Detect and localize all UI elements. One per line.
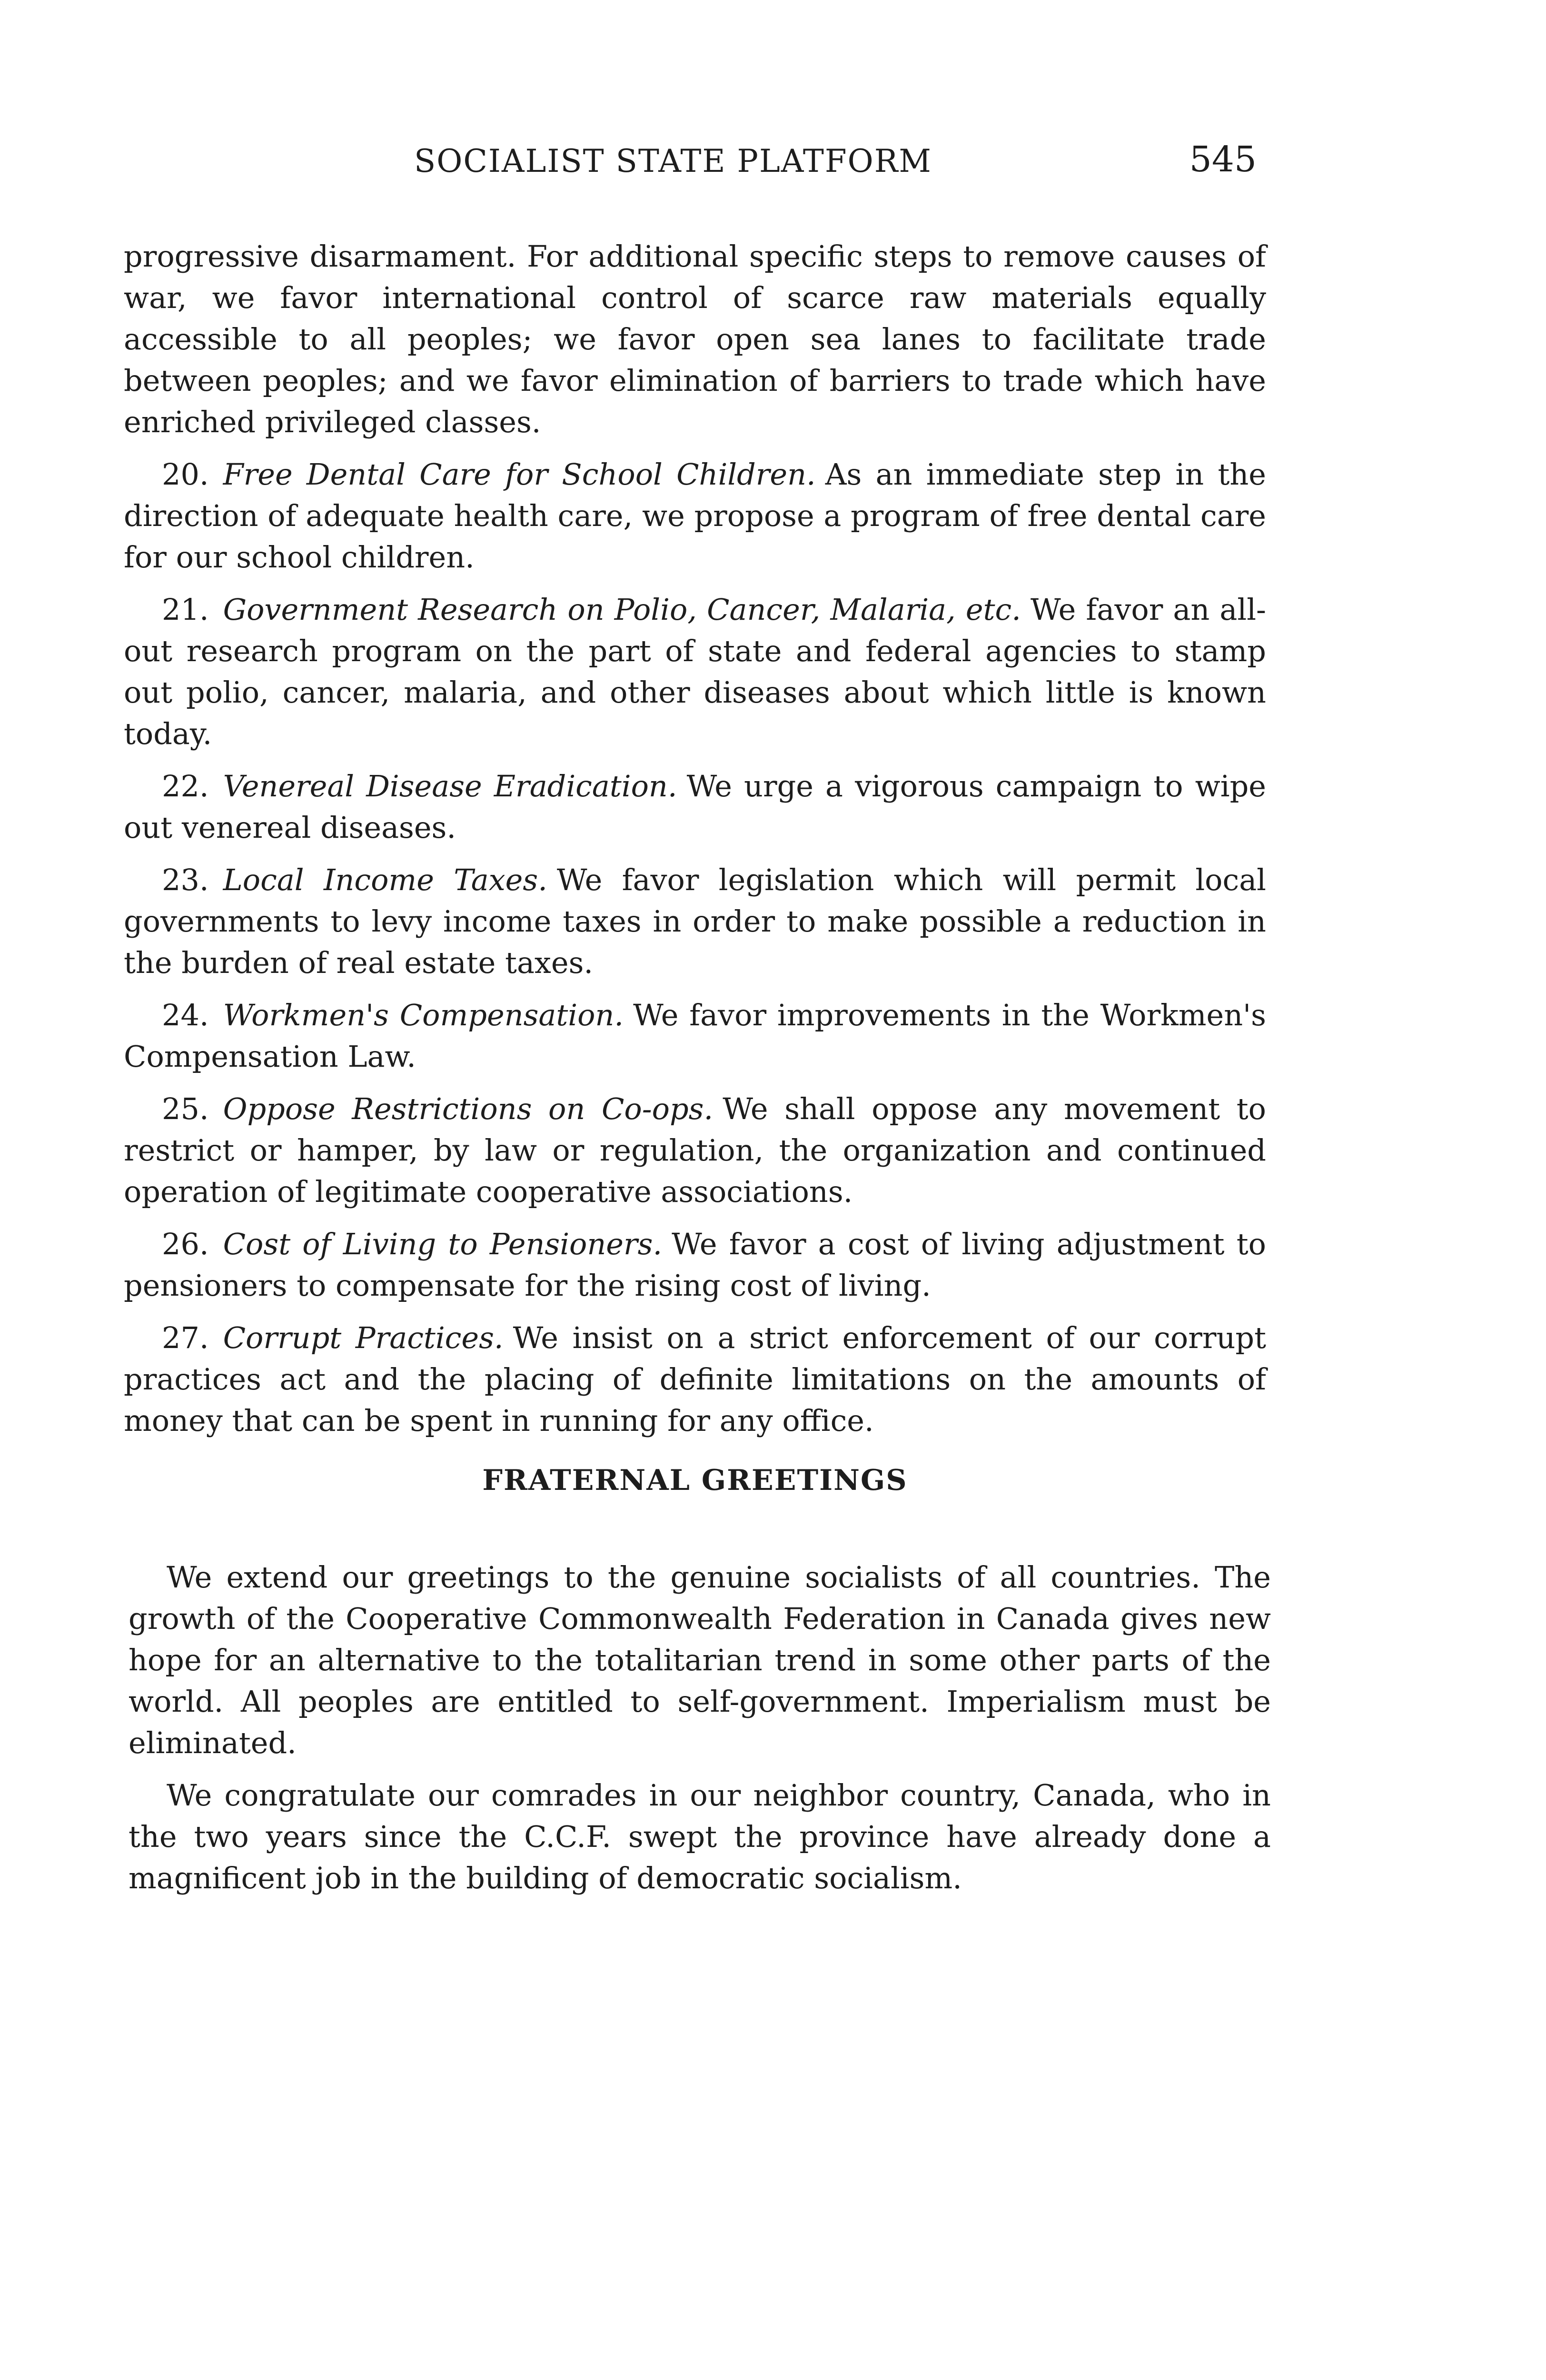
continued-paragraph: progressive disarmament. For additional specific steps to remove causes of war, we favor international control of scarce raw materials equally accessible to all peoples; we favor open sea lanes to facilitate trade between peoples; and we favor elimination of barriers to trade which have enriched privileged classes. — [124, 239, 1266, 439]
plank-text: We shall oppose any movement to restrict or hamper, by law or regulation, the organization and continued operation of legitimate cooperative associations. — [124, 1091, 1266, 1209]
platform-plank — [124, 454, 1266, 578]
plank-number: 23. — [162, 863, 209, 897]
platform-plank — [124, 1317, 1266, 1441]
plank-number: 20. — [162, 457, 209, 492]
plank-number: 27. — [162, 1320, 209, 1355]
greetings-text — [129, 1557, 1271, 1910]
plank-title: Cost of Living to Pensioners. — [223, 1227, 663, 1261]
plank-number: 24. — [162, 998, 209, 1032]
platform-plank — [124, 994, 1266, 1077]
platform-plank — [124, 1223, 1266, 1306]
platform-plank — [124, 1088, 1266, 1212]
plank-text: We favor legislation which will permit local governments to levy income taxes in order to make possible a reduction in the burden of real estate taxes. — [124, 863, 1266, 980]
plank-title: Local Income Taxes. — [223, 863, 547, 897]
plank-title: Workmen's Compensation. — [223, 998, 624, 1032]
platform-text — [124, 236, 1266, 1452]
platform-plank — [124, 859, 1266, 983]
plank-title: Government Research on Polio, Cancer, Malaria, etc. — [223, 592, 1021, 627]
platform-plank — [124, 589, 1266, 754]
running-title: SOCIALIST STATE PLATFORM — [414, 143, 932, 179]
greetings-paragraph: We extend our greetings to the genuine socialists of all countries. The growth of the Cooperative Commonwealth Federation in Canada gives new hope for an alternative to the totalitarian trend in some other parts of the world. All peoples are entitled to self-government. Imperialism must be eliminated. — [129, 1560, 1271, 1760]
platform-plank — [124, 765, 1266, 848]
greetings-paragraph: We congratulate our comrades in our neighbor country, Canada, who in the two years since the C.C.F. swept the province have already done a magnificent job in the building of democratic socialism. — [129, 1778, 1271, 1895]
plank-title: Venereal Disease Eradication. — [223, 769, 677, 803]
section-heading: FRATERNAL GREETINGS — [482, 1464, 908, 1497]
plank-number: 26. — [162, 1227, 209, 1261]
plank-text: We insist on a strict enforcement of our corrupt practices act and the placing of definite limitations on the amounts of money that can be spent in running for any office. — [124, 1320, 1267, 1438]
plank-title: Free Dental Care for School Children. — [223, 457, 816, 492]
plank-number: 25. — [162, 1091, 209, 1126]
plank-text: We favor a cost of living adjustment to pensioners to compensate for the rising cost of living. — [124, 1227, 1267, 1303]
plank-text: We favor improvements in the Workmen's Compensation Law. — [124, 998, 1266, 1074]
plank-title: Oppose Restrictions on Co-ops. — [223, 1091, 714, 1126]
running-head — [124, 139, 1257, 190]
plank-text: As an immediate step in the direction of adequate health care, we propose a program of free dental care for our school children. — [124, 457, 1266, 575]
plank-number: 22. — [162, 769, 209, 803]
plank-title: Corrupt Practices. — [223, 1320, 504, 1355]
page-number: 545 — [1189, 139, 1257, 180]
plank-number: 21. — [162, 592, 209, 627]
plank-text: We urge a vigorous campaign to wipe out venereal diseases. — [124, 769, 1266, 845]
plank-text: We favor an all-out research program on the part of state and federal agencies to stamp out polio, cancer, malaria, and other diseases about which little is known today. — [124, 592, 1266, 751]
